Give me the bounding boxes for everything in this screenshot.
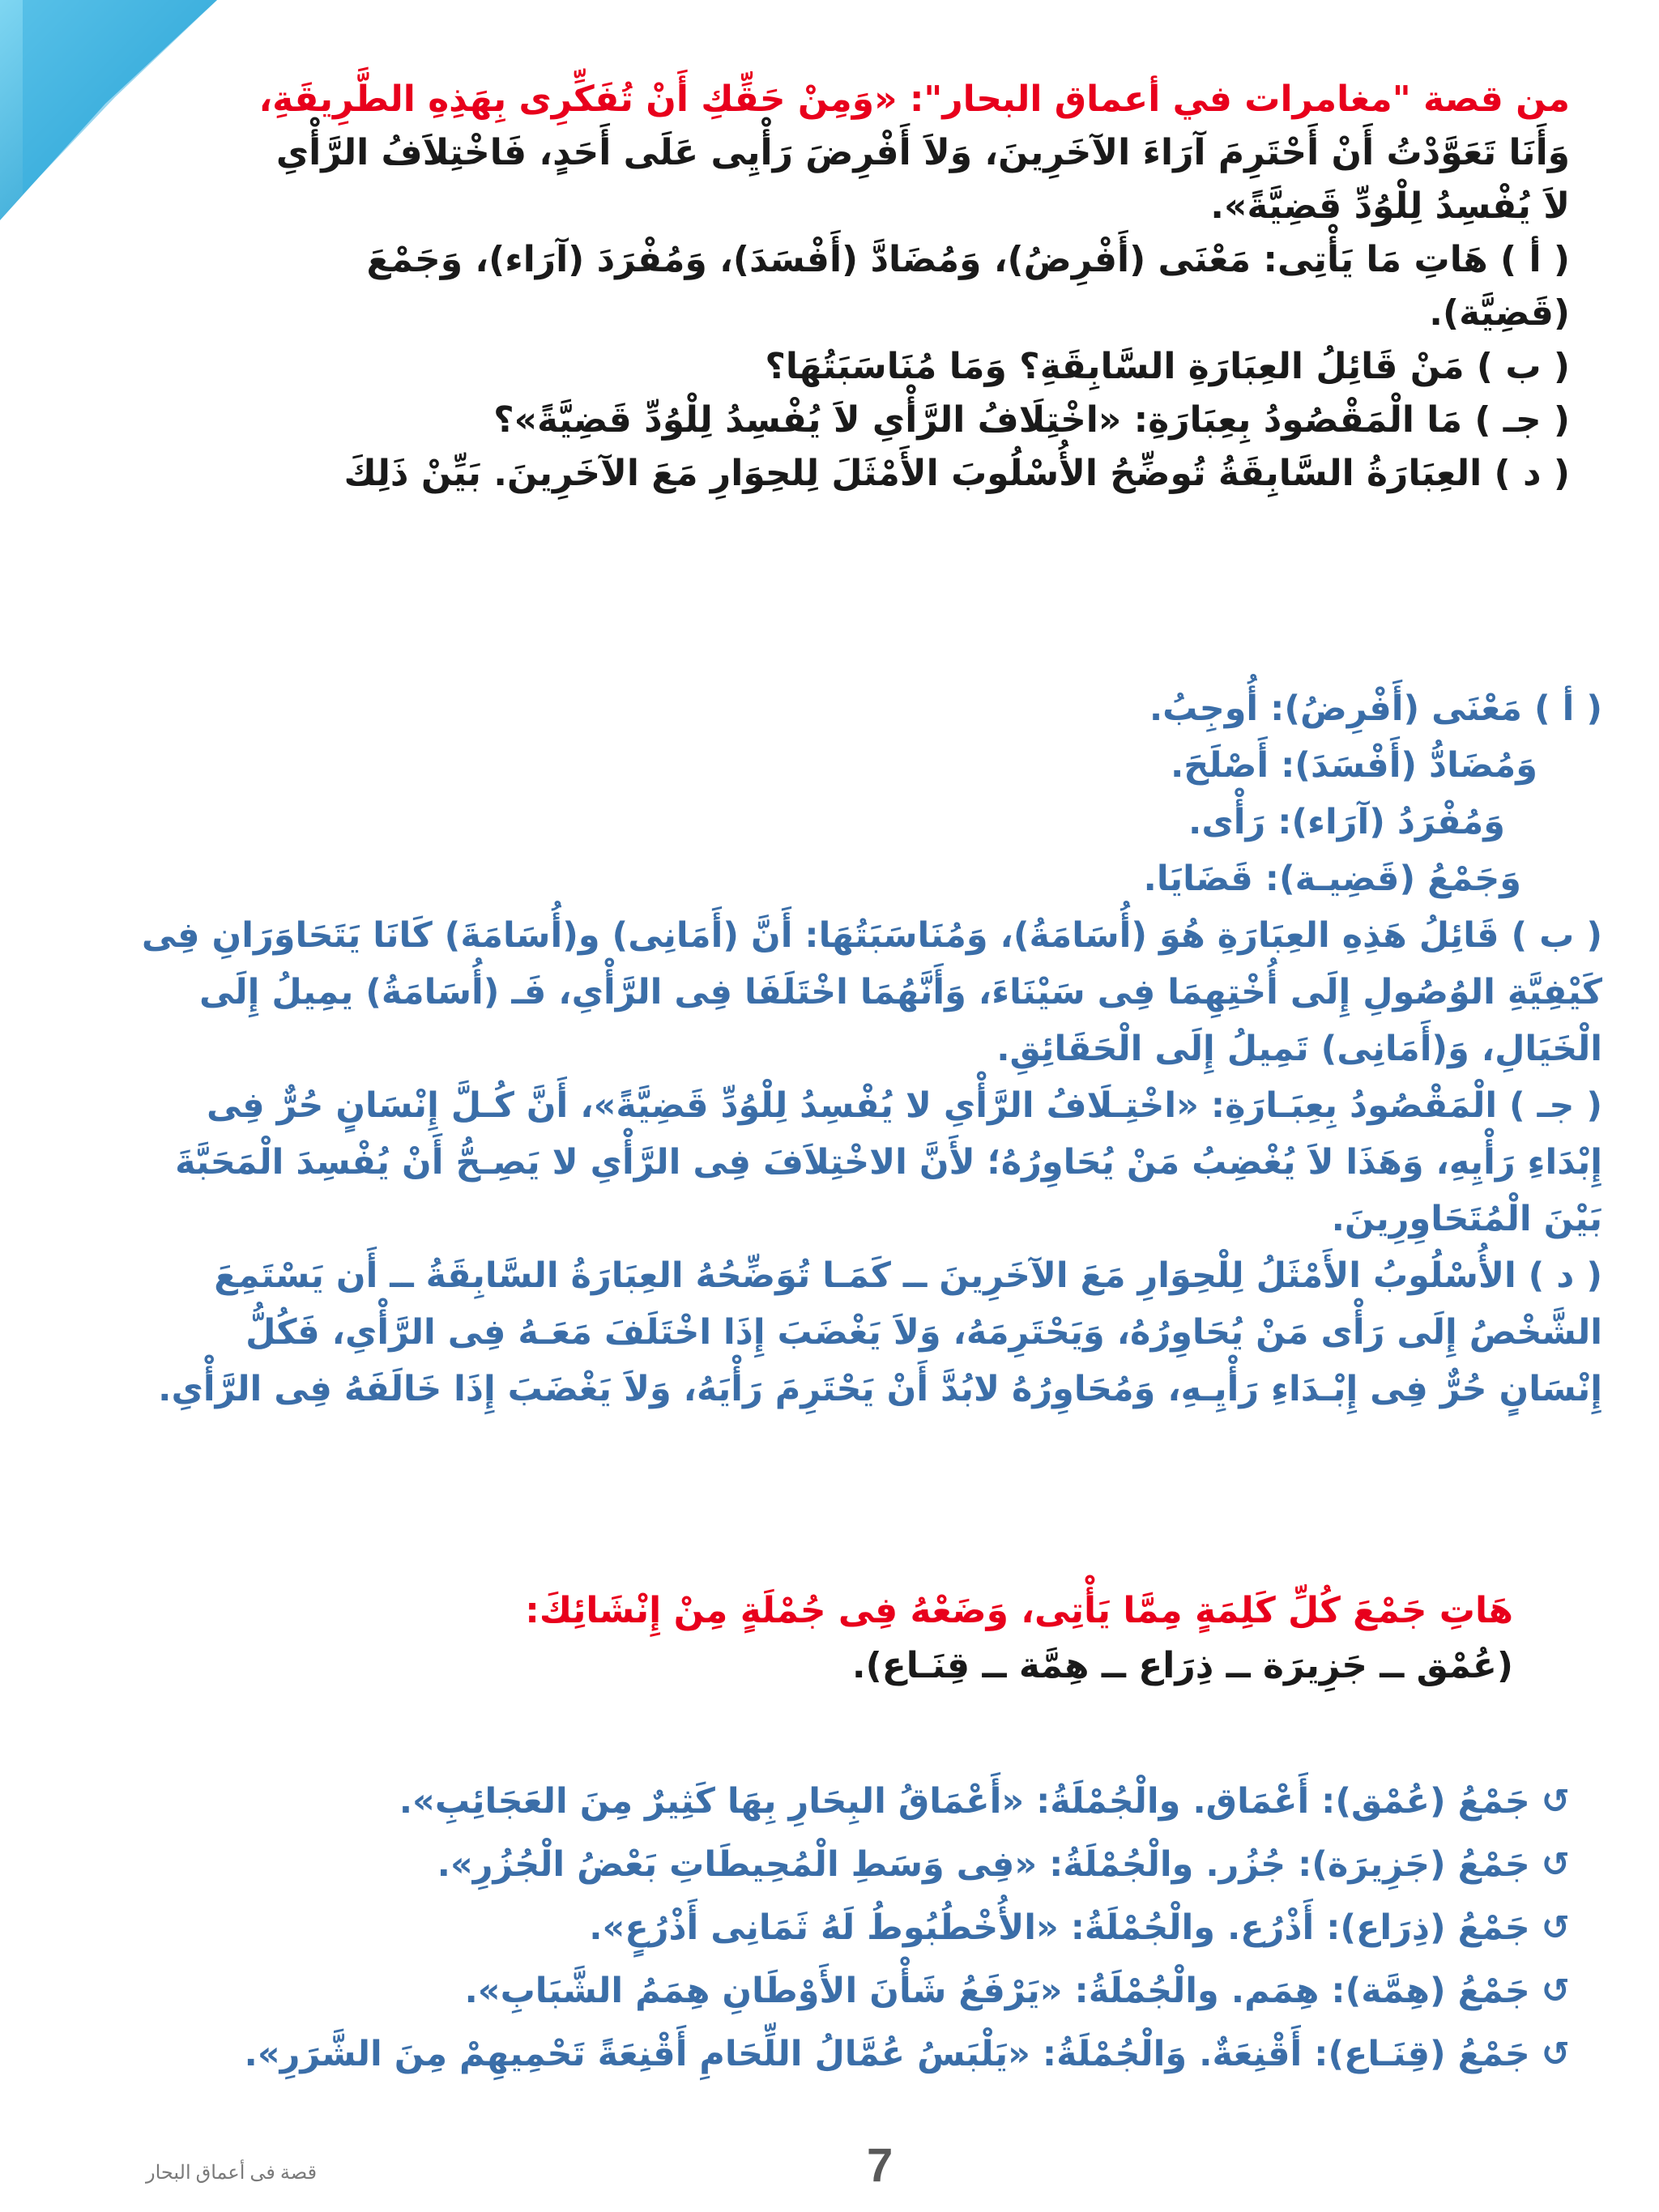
answer-line: وَجَمْعُ (قَضِيـة): قَضَايَا. [1143,859,1521,899]
exercise-answer-item [122,2022,1570,2086]
question-line: (قَضِيَّة). [1429,292,1570,334]
question-source-line: من قصة "مغامرات في أعماق البحار": «وَمِنْ حَقِّكِ أَنْ تُفَكِّرِى بِهَذِهِ الطَّرِيقَةِ، [258,79,1570,120]
exercise-section [122,1583,1513,1694]
redo-arrow-icon: ↺ [1541,1971,1570,2010]
answers-section [57,680,1602,1417]
redo-arrow-icon: ↺ [1541,1781,1570,1821]
question-line: لاَ يُفْسِدُ لِلْوُدِّ قَضِيَّةً». [1210,185,1570,227]
exercise-instruction: هَاتِ جَمْعَ كُلِّ كَلِمَةٍ مِمَّا يَأْتِى، وَضَعْهُ فِى جُمْلَةٍ مِنْ إِنْشَائِكَ: [525,1590,1513,1631]
question-line: ( د ) العِبَارَةُ السَّابِقَةُ تُوضِّحُ الأُسْلُوبَ الأَمْثَلَ لِلحِوَارِ مَعَ الآخَرِينَ. بَيِّنْ ذَلِكَ [343,453,1570,494]
answer-line: الشَّخْصُ إِلَى رَأْى مَنْ يُحَاوِرُهُ، وَيَحْتَرِمَهُ، وَلاَ يَغْضَبَ إِذَا اخْتَلَفَ مَعَـهُ فِى الرَّأْىِ، فَكُلُّ [245,1312,1602,1353]
answer-line: الْخَيَالِ، وَ(أَمَانِى) تَمِيلُ إِلَى الْحَقَائِقِ. [996,1029,1602,1069]
answer-line: ( أ ) مَعْنَى (أَفْرِضُ): أُوجِبُ. [1149,688,1602,729]
exercise-answer-text: جَمْعُ (هِمَّة): هِمَم. والْجُمْلَةُ: «يَرْفَعُ شَأْنَ الأَوْطَانِ هِمَمُ الشَّبَابِ». [464,1971,1530,2011]
answer-line: ( جـ ) الْمَقْصُودُ بِعِبَـارَةِ: «اخْتِـلَافُ الرَّأْىِ لا يُفْسِدُ لِلْوُدِّ قَضِيَّةً»، أَنَّ كُـلَّ إِنْسَانٍ حُرٌّ فِى [206,1085,1602,1126]
footer-title: قصة فى أعماق البحار [146,2163,318,2184]
answer-line: بَيْنَ الْمُتَحَاوِرِينَ. [1331,1199,1602,1239]
answer-line: وَمُفْرَدُ (آرَاء): رَأْى. [1188,802,1505,842]
answer-line: وَمُضَادُّ (أَفْسَدَ): أَصْلَحَ. [1170,745,1537,786]
exercise-answer-item [122,1770,1570,1833]
page-number: 7 [867,2139,893,2192]
answer-line: إِبْدَاءِ رَأْيِهِ، وَهَذَا لاَ يُغْضِبُ مَنْ يُحَاوِرُهُ؛ لأَنَّ الاخْتِلاَفَ فِى الرَّأْىِ لا يَصِـحُّ أَنْ يُفْسِدَ الْمَحَبَّةَ [175,1142,1602,1183]
answer-line: ( د ) الأُسْلُوبُ الأَمْثَلُ لِلْحِوَارِ مَعَ الآخَرِينَ ــ كَمَـا تُوَضِّحُهُ العِبَارَةُ السَّابِقَةُ ــ أَن يَسْتَمِعَ [214,1255,1602,1296]
question-line: ( جـ ) مَا الْمَقْصُودُ بِعِبَارَةِ: «اخْتِلَافُ الرَّأْىِ لاَ يُفْسِدُ لِلْوُدِّ قَضِيَّةً»؟ [493,399,1570,441]
question-line: ( ب ) مَنْ قَائِلُ العِبَارَةِ السَّابِقَةِ؟ وَمَا مُنَاسَبَتُهَا؟ [765,346,1570,387]
exercise-answer-item [122,1959,1570,2022]
exercise-answer-text: جَمْعُ (ذِرَاع): أَذْرُع. والْجُمْلَةُ: «الأُخْطُبُوطُ لَهُ ثَمَانِى أَذْرُعٍ». [589,1907,1530,1948]
exercise-answers [122,1770,1570,2086]
exercise-answer-text: جَمْعُ (قِنَـاع): أَقْنِعَةٌ. وَالْجُمْلَةُ: «يَلْبَسُ عُمَّالُ اللِّحَامِ أَقْنِعَةً تَحْمِيهِمْ مِنَ الشَّرَرِ». [244,2034,1530,2074]
question-section [122,73,1570,501]
question-line: وَأَنَا تَعَوَّدْتُ أَنْ أَحْتَرِمَ آرَاءَ الآخَرِينَ، وَلاَ أَفْرِضَ رَأْيِى عَلَى أَحَدٍ، فَاخْتِلاَفُ الرَّأْىِ [275,132,1570,173]
answer-line: كَيْفِيَّةِ الوُصُولِ إِلَى أُخْتِهِمَا فِى سَيْنَاءَ، وَأَنَّهُمَا اخْتَلَفَا فِى الرَّأْىِ، فَـ (أُسَامَةُ) يمِيلُ إِلَى [199,972,1602,1012]
redo-arrow-icon: ↺ [1541,2034,1570,2073]
redo-arrow-icon: ↺ [1541,1844,1570,1884]
exercise-answer-item [122,1833,1570,1896]
answer-line: إِنْسَانٍ حُرٌّ فِى إِبْـدَاءِ رَأْيِـهِ، وَمُحَاوِرُهُ لابُدَّ أَنْ يَحْتَرِمَ رَأْيَهُ، وَلاَ يَغْضَبَ إِذَا خَالَفَهُ فِى الرَّأْىِ. [158,1369,1602,1409]
exercise-answer-item [122,1896,1570,1959]
exercise-answer-text: جَمْعُ (جَزِيرَة): جُزُر. والْجُمْلَةُ: «فِى وَسَطِ الْمُحِيطَاتِ بَعْضُ الْجُزُرِ». [437,1844,1530,1885]
answer-line: ( ب ) قَائِلُ هَذِهِ العِبَارَةِ هُوَ (أُسَامَةُ)، وَمُنَاسَبَتُهَا: أَنَّ (أَمَانِى) و(أُسَامَةَ) كَانَا يَتَحَاوَرَانِ فِى [141,915,1602,956]
exercise-answer-text: جَمْعُ (عُمْق): أَعْمَاق. والْجُمْلَةُ: «أَعْمَاقُ البِحَارِ بِهَا كَثِيرٌ مِنَ العَجَائِبِ». [399,1781,1530,1822]
exercise-words: (عُمْق ــ جَزِيرَة ــ ذِرَاع ــ هِمَّة ــ قِنَـاع). [851,1645,1513,1686]
redo-arrow-icon: ↺ [1541,1907,1570,1947]
question-line: ( أ ) هَاتِ مَا يَأْتِى: مَعْنَى (أَفْرِضُ)، وَمُضَادَّ (أَفْسَدَ)، وَمُفْرَدَ (آرَاء)، وَجَمْعَ [366,239,1570,280]
